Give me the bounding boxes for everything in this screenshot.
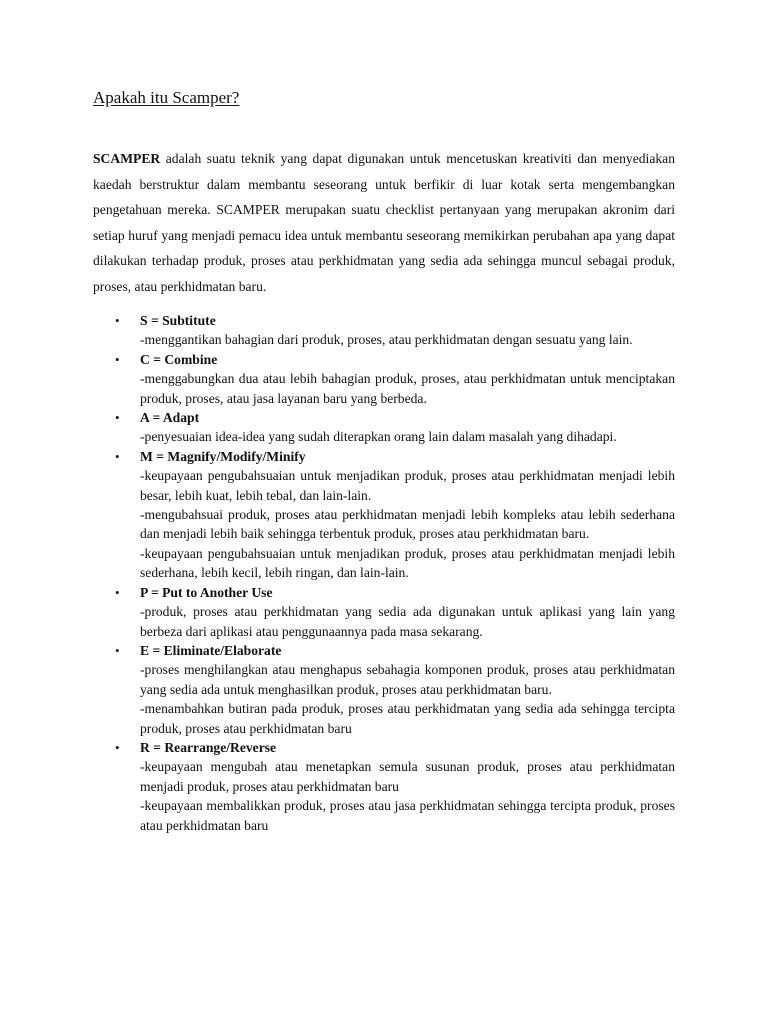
list-item-r — [93, 738, 675, 835]
list-item-c — [93, 350, 675, 408]
bullet-icon: • — [115, 351, 120, 367]
item-description: -produk, proses atau perkhidmatan yang sedia ada digunakan untuk aplikasi yang lain yang berbeza dari aplikasi atau penggunaannya pada masa sekarang. — [140, 604, 675, 639]
item-heading: M = Magnify/Modify/Minify — [140, 448, 306, 464]
list-item-s — [93, 311, 675, 350]
scamper-list — [93, 311, 675, 835]
item-heading: E = Eliminate/Elaborate — [140, 642, 282, 658]
item-heading: P = Put to Another Use — [140, 584, 273, 600]
item-heading: R = Rearrange/Reverse — [140, 739, 277, 755]
item-description: -keupayaan pengubahsuaian untuk menjadikan produk, proses atau perkhidmatan menjadi lebih sederhana, lebih kecil, lebih ringan, dan lain-lain. — [140, 545, 675, 581]
intro-lead-term: SCAMPER — [93, 151, 161, 166]
bullet-icon: • — [115, 642, 120, 658]
item-heading: A = Adapt — [140, 410, 200, 426]
bullet-icon: • — [115, 584, 120, 600]
item-description: -mengubahsuai produk, proses atau perkhidmatan menjadi lebih kompleks atau lebih sederhana dan menjadi lebih baik sehingga terbentuk produk, proses atau perkhidmatan baru. — [140, 507, 675, 542]
list-item-a — [93, 408, 675, 447]
list-item-m — [93, 447, 675, 583]
item-description: -keupayaan membalikkan produk, proses atau jasa perkhidmatan sehingga tercipta produk, proses atau perkhidmatan baru — [140, 798, 675, 833]
document-title: Apakah itu Scamper? — [93, 88, 240, 107]
bullet-icon: • — [115, 313, 120, 328]
intro-text: adalah suatu teknik yang dapat digunakan untuk mencetuskan kreativiti dan menyediakan kaedah berstruktur dalam membantu seseorang untuk berfikir di luar kotak serta mengembangkan pengetahuan mereka. SCAMPER merupakan suatu checklist pertanyaan yang merupakan akronim dari setiap huruf yang menjadi pemacu idea untuk membantu seseorang memikirkan perubahan apa yang dapat dilakukan terhadap produk, proses atau perkhidmatan yang sedia ada sehingga muncul sebagai produk, proses, atau perkhidmatan baru. — [93, 151, 675, 294]
bullet-icon: • — [115, 448, 120, 464]
item-description: -proses menghilangkan atau menghapus sebahagia komponen produk, proses atau perkhidmatan yang sedia ada untuk menghasilkan produk, proses atau perkhidmatan baru. — [140, 662, 675, 697]
item-heading: C = Combine — [140, 351, 218, 367]
item-description: -menggantikan bahagian dari produk, proses, atau perkhidmatan dengan sesuatu yang lain. — [140, 332, 633, 348]
item-description: -menggabungkan dua atau lebih bahagian produk, proses, atau perkhidmatan untuk menciptakan produk, proses, atau jasa layanan baru yang berbeda. — [140, 371, 675, 406]
item-heading: S = Subtitute — [140, 313, 216, 328]
item-description: -menambahkan butiran pada produk, proses atau perkhidmatan yang sedia ada sehingga tercipta produk, proses atau perkhidmatan baru — [140, 701, 675, 736]
bullet-icon: • — [115, 739, 120, 755]
item-description: -keupayaan pengubahsuaian untuk menjadikan produk, proses atau perkhidmatan menjadi lebih besar, lebih kuat, lebih tebal, dan lain-lain. — [140, 468, 675, 503]
list-item-p — [93, 583, 675, 641]
item-description: -keupayaan mengubah atau menetapkan semula susunan produk, proses atau perkhidmatan menjadi produk, proses atau perkhidmatan baru — [140, 759, 675, 794]
list-item-e — [93, 641, 675, 738]
bullet-icon: • — [115, 410, 120, 426]
intro-paragraph — [93, 146, 675, 299]
item-description: -penyesuaian idea-idea yang sudah diterapkan orang lain dalam masalah yang dihadapi. — [140, 429, 617, 445]
